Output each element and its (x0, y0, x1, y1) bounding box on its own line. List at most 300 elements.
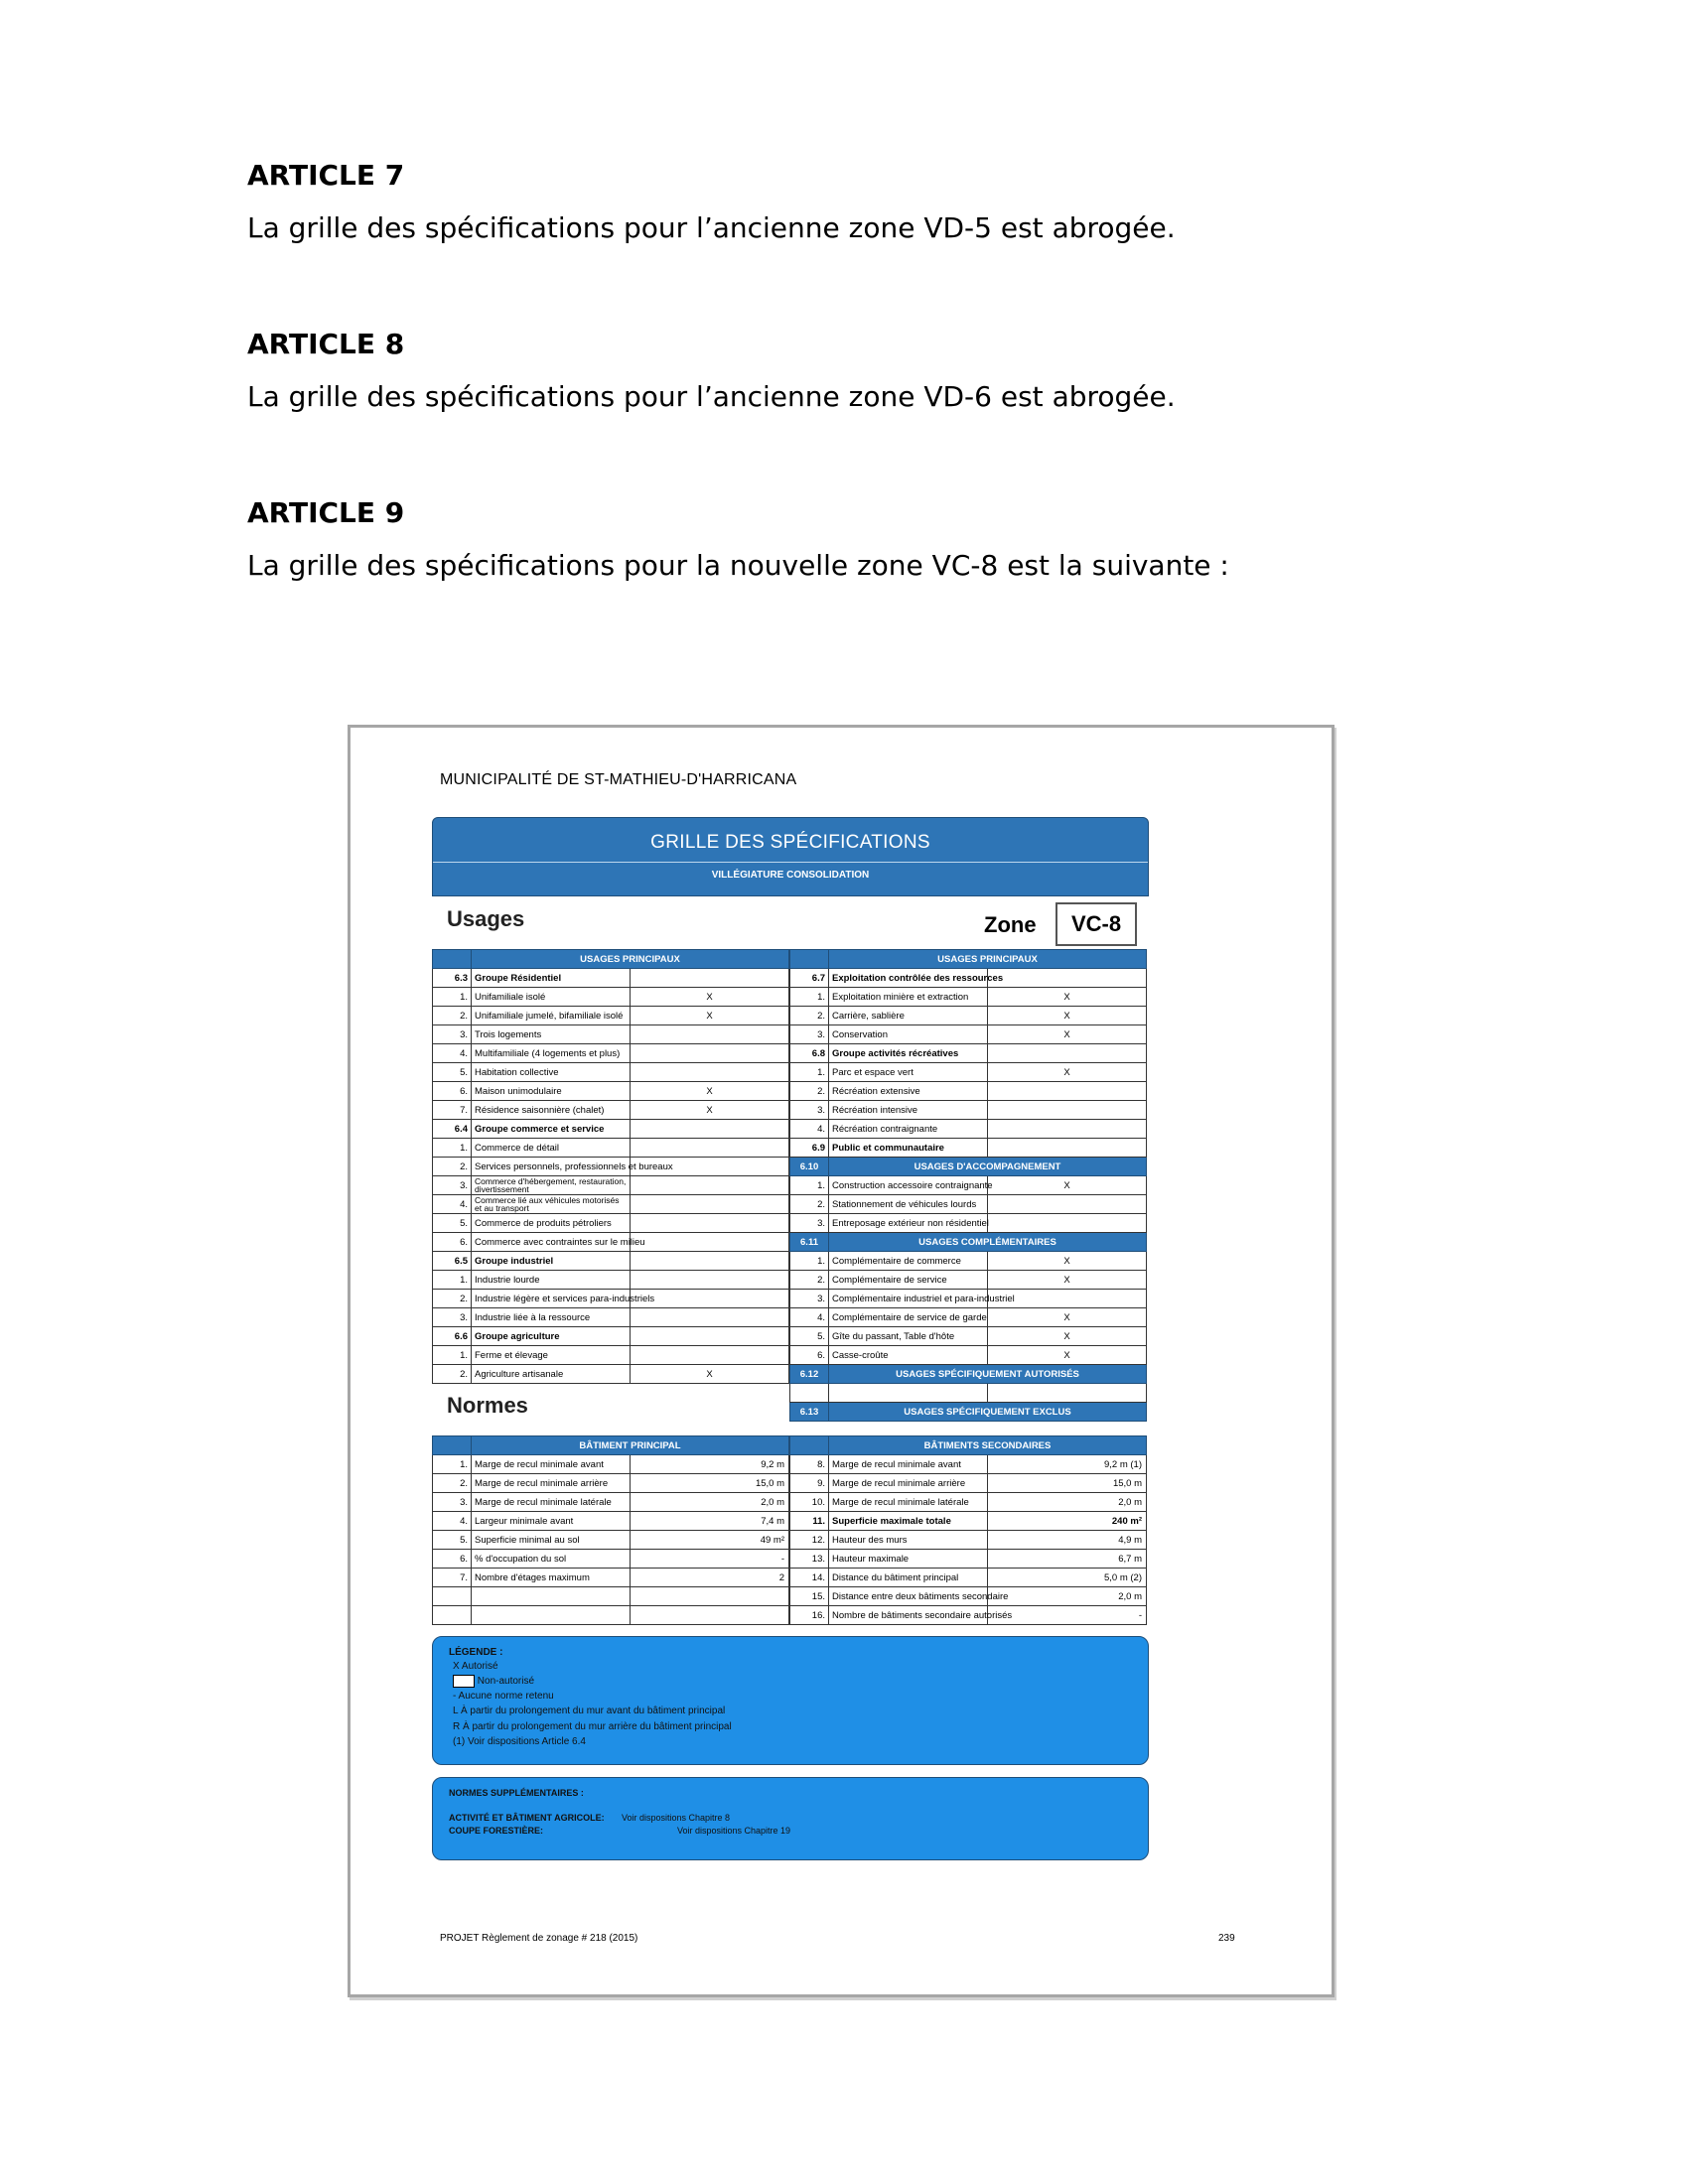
row-number: 1. (433, 1139, 472, 1158)
row-number: 6.6 (433, 1327, 472, 1346)
row-number: 1. (790, 1063, 829, 1082)
row-label: Complémentaire de service de garde (829, 1308, 988, 1327)
table-row (433, 1025, 789, 1044)
norm-value: 9,2 m (631, 1455, 789, 1474)
row-label: Entreposage extérieur non résidentiel (829, 1214, 988, 1233)
article-text: La grille des spécifications pour la nouvelle zone VC-8 est la suivante : (247, 549, 1229, 582)
row-number: 3. (790, 1214, 829, 1233)
municipality-name: MUNICIPALITÉ DE ST-MATHIEU-D'HARRICANA (440, 771, 797, 788)
row-number: 6. (433, 1082, 472, 1101)
row-label (472, 1606, 631, 1625)
row-label: Gîte du passant, Table d'hôte (829, 1327, 988, 1346)
table-row (433, 1101, 789, 1120)
table-row (790, 988, 1147, 1007)
table-row (433, 1195, 789, 1214)
row-label: Groupe industriel (472, 1252, 631, 1271)
row-label: Marge de recul minimale arrière (829, 1474, 988, 1493)
authorization-mark: X (988, 1007, 1147, 1025)
table-row (433, 1550, 789, 1569)
table-row (790, 969, 1147, 988)
section-header-row (790, 950, 1147, 969)
row-number: 3. (433, 1493, 472, 1512)
table-row (433, 1063, 789, 1082)
table-row (790, 1139, 1147, 1158)
authorization-mark: X (988, 1063, 1147, 1082)
supplementary-value: Voir dispositions Chapitre 19 (677, 1826, 791, 1836)
authorization-mark: X (631, 1365, 789, 1384)
row-label: Public et communautaire (829, 1139, 988, 1158)
row-number: 6.8 (790, 1044, 829, 1063)
row-label: Groupe activités récréatives (829, 1044, 988, 1063)
row-label: Multifamiliale (4 logements et plus) (472, 1044, 631, 1063)
row-label: Stationnement de véhicules lourds (829, 1195, 988, 1214)
row-number: 1. (790, 1176, 829, 1195)
row-number: 12. (790, 1531, 829, 1550)
authorization-mark: X (988, 1308, 1147, 1327)
row-number (790, 950, 829, 969)
authorization-mark (631, 1063, 789, 1082)
row-label: BÂTIMENTS SECONDAIRES (829, 1436, 1147, 1455)
section-header-row (433, 1436, 789, 1455)
article-heading: ARTICLE 8 (247, 328, 405, 360)
row-number: 3. (790, 1025, 829, 1044)
right-normes-table (789, 1435, 1147, 1625)
authorization-mark: X (988, 1025, 1147, 1044)
section-header-row (433, 950, 789, 969)
row-label: Commerce d'hébergement, restauration, divertissement (472, 1176, 631, 1195)
row-number: 6.7 (790, 969, 829, 988)
table-row (433, 1007, 789, 1025)
table-row (790, 1512, 1147, 1531)
norm-value: - (988, 1606, 1147, 1625)
supplementary-value: Voir dispositions Chapitre 8 (622, 1813, 731, 1823)
table-row (790, 1455, 1147, 1474)
authorization-mark (988, 1384, 1147, 1403)
norm-value: 6,7 m (988, 1550, 1147, 1569)
row-number: 2. (790, 1271, 829, 1290)
article-7 (247, 159, 1176, 244)
row-number: 4. (433, 1044, 472, 1063)
authorization-mark (988, 1214, 1147, 1233)
row-number: 7. (433, 1569, 472, 1587)
row-number: 15. (790, 1587, 829, 1606)
row-number: 3. (790, 1101, 829, 1120)
row-label: Parc et espace vert (829, 1063, 988, 1082)
row-number: 5. (433, 1063, 472, 1082)
row-number: 2. (433, 1007, 472, 1025)
row-label: Ferme et élevage (472, 1346, 631, 1365)
authorization-mark (988, 1120, 1147, 1139)
table-row (433, 1531, 789, 1550)
row-label: Superficie maximale totale (829, 1512, 988, 1531)
row-label: Résidence saisonnière (chalet) (472, 1101, 631, 1120)
row-number: 6.10 (790, 1158, 829, 1176)
grid-title: GRILLE DES SPÉCIFICATIONS (650, 832, 930, 853)
norm-value: 2,0 m (631, 1493, 789, 1512)
authorization-mark (631, 1308, 789, 1327)
norm-value: 2,0 m (988, 1587, 1147, 1606)
row-number: 4. (790, 1120, 829, 1139)
table-row (433, 1365, 789, 1384)
right-usages-table (789, 949, 1147, 1422)
row-label (472, 1587, 631, 1606)
row-label: Superficie minimal au sol (472, 1531, 631, 1550)
table-row (790, 1308, 1147, 1327)
row-label: Marge de recul minimale arrière (472, 1474, 631, 1493)
footer-text: PROJET Règlement de zonage # 218 (2015) (440, 1933, 638, 1944)
row-number: 2. (790, 1195, 829, 1214)
table-row (790, 1384, 1147, 1403)
row-label: Largeur minimale avant (472, 1512, 631, 1531)
row-number: 2. (433, 1158, 472, 1176)
row-number: 6.12 (790, 1365, 829, 1384)
table-row (790, 1587, 1147, 1606)
article-8 (247, 328, 1176, 413)
row-number: 5. (433, 1531, 472, 1550)
table-row (433, 1044, 789, 1063)
table-row (433, 1606, 789, 1625)
row-label: Nombre d'étages maximum (472, 1569, 631, 1587)
row-number: 5. (433, 1214, 472, 1233)
row-number: 1. (790, 988, 829, 1007)
authorization-mark: X (631, 1101, 789, 1120)
authorization-mark (631, 1195, 789, 1214)
section-header-row (790, 1233, 1147, 1252)
zone-label: Zone (984, 912, 1037, 937)
row-label: Conservation (829, 1025, 988, 1044)
table-row (790, 1550, 1147, 1569)
row-number (433, 1606, 472, 1625)
article-heading: ARTICLE 9 (247, 496, 405, 529)
table-row (433, 1587, 789, 1606)
table-row (433, 1139, 789, 1158)
row-label: USAGES PRINCIPAUX (472, 950, 789, 969)
row-label: Récréation extensive (829, 1082, 988, 1101)
norm-value (631, 1606, 789, 1625)
row-number: 3. (790, 1290, 829, 1308)
authorization-mark (631, 1139, 789, 1158)
table-row (790, 1082, 1147, 1101)
norm-value: 5,0 m (2) (988, 1569, 1147, 1587)
supplementary-label: ACTIVITÉ ET BÂTIMENT AGRICOLE: (449, 1813, 605, 1823)
row-number: 2. (433, 1365, 472, 1384)
norm-value: - (631, 1550, 789, 1569)
row-number (433, 1587, 472, 1606)
supplementary-norms-box (432, 1777, 1149, 1860)
authorization-mark (631, 1233, 789, 1252)
authorization-mark: X (631, 1007, 789, 1025)
authorization-mark (988, 1101, 1147, 1120)
row-number: 3. (433, 1176, 472, 1195)
row-number: 6.3 (433, 969, 472, 988)
authorization-mark (988, 1082, 1147, 1101)
row-label: Casse-croûte (829, 1346, 988, 1365)
row-number: 6. (433, 1233, 472, 1252)
authorization-mark (631, 1214, 789, 1233)
row-number: 2. (433, 1290, 472, 1308)
row-label: Commerce de produits pétroliers (472, 1214, 631, 1233)
table-row (790, 1474, 1147, 1493)
grid-subtitle: VILLÉGIATURE CONSOLIDATION (711, 870, 870, 881)
legend-item: - Aucune norme retenu (453, 1691, 554, 1702)
page-number: 239 (1218, 1933, 1235, 1944)
table-row (790, 1327, 1147, 1346)
table-row (433, 1474, 789, 1493)
table-row (790, 1606, 1147, 1625)
zone-value: VC-8 (1055, 902, 1137, 946)
authorization-mark (631, 1025, 789, 1044)
table-row (790, 1176, 1147, 1195)
row-number: 6. (790, 1346, 829, 1365)
article-9 (247, 496, 1229, 582)
row-label: Unifamiliale isolé (472, 988, 631, 1007)
table-row (433, 1120, 789, 1139)
authorization-mark (988, 1044, 1147, 1063)
table-row (790, 1346, 1147, 1365)
legend-item: R À partir du prolongement du mur arrière du bâtiment principal (453, 1721, 732, 1732)
authorization-mark: X (988, 1271, 1147, 1290)
table-row (790, 1290, 1147, 1308)
table-row (790, 1271, 1147, 1290)
table-row (433, 1346, 789, 1365)
row-number (433, 1436, 472, 1455)
row-label: USAGES SPÉCIFIQUEMENT AUTORISÉS (829, 1365, 1147, 1384)
section-header-row (790, 1436, 1147, 1455)
row-number: 6.4 (433, 1120, 472, 1139)
row-label: Marge de recul minimale latérale (829, 1493, 988, 1512)
row-label: Exploitation minière et extraction (829, 988, 988, 1007)
legend-item: (1) Voir dispositions Article 6.4 (453, 1736, 586, 1747)
row-label: Agriculture artisanale (472, 1365, 631, 1384)
table-row (790, 1569, 1147, 1587)
row-number: 3. (433, 1308, 472, 1327)
authorization-mark (631, 969, 789, 988)
authorization-mark (631, 1346, 789, 1365)
norm-value: 15,0 m (988, 1474, 1147, 1493)
norm-value: 7,4 m (631, 1512, 789, 1531)
row-label: Carrière, sablière (829, 1007, 988, 1025)
legend-item: Non-autorisé (453, 1675, 534, 1688)
row-label: Services personnels, professionnels et bureaux (472, 1158, 631, 1176)
table-row (790, 1531, 1147, 1550)
row-label: Récréation intensive (829, 1101, 988, 1120)
row-label: Complémentaire industriel et para-industriel (829, 1290, 988, 1308)
row-number: 1. (433, 1271, 472, 1290)
row-label: USAGES PRINCIPAUX (829, 950, 1147, 969)
table-row (433, 1082, 789, 1101)
row-number (433, 950, 472, 969)
legend-item: L À partir du prolongement du mur avant du bâtiment principal (453, 1706, 726, 1716)
norm-value: 2 (631, 1569, 789, 1587)
usages-label: Usages (447, 906, 525, 931)
table-row (433, 1569, 789, 1587)
table-row (433, 1327, 789, 1346)
row-label: Groupe Résidentiel (472, 969, 631, 988)
row-number: 6.13 (790, 1403, 829, 1422)
row-number: 4. (790, 1308, 829, 1327)
norm-value: 9,2 m (1) (988, 1455, 1147, 1474)
row-label: Commerce lié aux véhicules motorisés et au transport (472, 1195, 631, 1214)
authorization-mark: X (988, 1327, 1147, 1346)
row-number: 3. (433, 1025, 472, 1044)
row-label: Groupe agriculture (472, 1327, 631, 1346)
row-number: 6.5 (433, 1252, 472, 1271)
norm-value: 4,9 m (988, 1531, 1147, 1550)
row-number: 9. (790, 1474, 829, 1493)
table-row (433, 988, 789, 1007)
authorization-mark (988, 1195, 1147, 1214)
row-number: 10. (790, 1493, 829, 1512)
table-row (433, 1455, 789, 1474)
authorization-mark (631, 1327, 789, 1346)
table-row (790, 1120, 1147, 1139)
table-row (433, 1252, 789, 1271)
row-number: 1. (433, 1346, 472, 1365)
row-number: 16. (790, 1606, 829, 1625)
authorization-mark: X (988, 1252, 1147, 1271)
table-row (790, 1101, 1147, 1120)
row-number: 14. (790, 1569, 829, 1587)
row-number: 2. (433, 1474, 472, 1493)
row-number: 1. (790, 1252, 829, 1271)
row-label: Groupe commerce et service (472, 1120, 631, 1139)
table-row (790, 1044, 1147, 1063)
row-number: 4. (433, 1195, 472, 1214)
row-label: USAGES COMPLÉMENTAIRES (829, 1233, 1147, 1252)
row-number: 2. (790, 1007, 829, 1025)
specification-grid-image (348, 725, 1335, 1997)
row-number: 1. (433, 1455, 472, 1474)
legend-title: LÉGENDE : (449, 1647, 503, 1658)
table-row (433, 1176, 789, 1195)
article-text: La grille des spécifications pour l’ancienne zone VD-6 est abrogée. (247, 380, 1176, 413)
legend-swatch (453, 1675, 475, 1688)
legend-item: X Autorisé (453, 1661, 498, 1672)
row-number: 7. (433, 1101, 472, 1120)
article-text: La grille des spécifications pour l’ancienne zone VD-5 est abrogée. (247, 211, 1176, 244)
row-number (790, 1436, 829, 1455)
table-row (433, 1214, 789, 1233)
table-row (433, 1290, 789, 1308)
authorization-mark (631, 1044, 789, 1063)
row-label: Industrie liée à la ressource (472, 1308, 631, 1327)
article-heading: ARTICLE 7 (247, 159, 405, 192)
row-label: Trois logements (472, 1025, 631, 1044)
row-label: Maison unimodulaire (472, 1082, 631, 1101)
table-row (790, 1063, 1147, 1082)
row-label: Complémentaire de service (829, 1271, 988, 1290)
row-label: Hauteur maximale (829, 1550, 988, 1569)
norm-value: 49 m² (631, 1531, 789, 1550)
section-header-row (790, 1365, 1147, 1384)
authorization-mark (631, 1271, 789, 1290)
row-number: 2. (790, 1082, 829, 1101)
authorization-mark: X (988, 1346, 1147, 1365)
row-label: Exploitation contrôlée des ressources (829, 969, 988, 988)
row-number: 4. (433, 1512, 472, 1531)
row-number: 13. (790, 1550, 829, 1569)
row-label: Marge de recul minimale avant (472, 1455, 631, 1474)
table-row (790, 1252, 1147, 1271)
row-label: Hauteur des murs (829, 1531, 988, 1550)
left-usages-table (432, 949, 789, 1384)
row-label: USAGES SPÉCIFIQUEMENT EXCLUS (829, 1403, 1147, 1422)
row-label: Construction accessoire contraignante (829, 1176, 988, 1195)
authorization-mark: X (631, 1082, 789, 1101)
row-label: Distance du bâtiment principal (829, 1569, 988, 1587)
authorization-mark: X (988, 988, 1147, 1007)
row-label: Distance entre deux bâtiments secondaire (829, 1587, 988, 1606)
norm-value: 2,0 m (988, 1493, 1147, 1512)
table-row (433, 969, 789, 988)
row-label: BÂTIMENT PRINCIPAL (472, 1436, 789, 1455)
grid-title-bar (432, 817, 1149, 896)
authorization-mark (988, 969, 1147, 988)
normes-label: Normes (447, 1393, 528, 1418)
row-number: 5. (790, 1327, 829, 1346)
table-row (433, 1512, 789, 1531)
row-number: 6.9 (790, 1139, 829, 1158)
left-normes-table (432, 1435, 789, 1625)
authorization-mark (631, 1176, 789, 1195)
row-label: Récréation contraignante (829, 1120, 988, 1139)
authorization-mark (988, 1139, 1147, 1158)
table-row (790, 1025, 1147, 1044)
norm-value (631, 1587, 789, 1606)
row-label: USAGES D'ACCOMPAGNEMENT (829, 1158, 1147, 1176)
supplementary-title: NORMES SUPPLÉMENTAIRES : (449, 1788, 584, 1798)
table-row (790, 1007, 1147, 1025)
section-header-row (790, 1403, 1147, 1422)
norm-value: 240 m² (988, 1512, 1147, 1531)
row-label: Complémentaire de commerce (829, 1252, 988, 1271)
table-row (790, 1195, 1147, 1214)
authorization-mark: X (631, 988, 789, 1007)
row-label: Unifamiliale jumelé, bifamiliale isolé (472, 1007, 631, 1025)
section-header-row (790, 1158, 1147, 1176)
row-number: 6.11 (790, 1233, 829, 1252)
table-row (433, 1308, 789, 1327)
norm-value: 15,0 m (631, 1474, 789, 1493)
row-label: Marge de recul minimale latérale (472, 1493, 631, 1512)
supplementary-label: COUPE FORESTIÈRE: (449, 1826, 544, 1836)
row-number: 11. (790, 1512, 829, 1531)
table-row (790, 1493, 1147, 1512)
row-label: Habitation collective (472, 1063, 631, 1082)
table-row (433, 1493, 789, 1512)
row-number: 6. (433, 1550, 472, 1569)
table-row (433, 1271, 789, 1290)
row-label: Nombre de bâtiments secondaire autorisés (829, 1606, 988, 1625)
row-number (790, 1384, 829, 1403)
table-row (790, 1214, 1147, 1233)
row-number: 1. (433, 988, 472, 1007)
row-label: % d'occupation du sol (472, 1550, 631, 1569)
row-label: Industrie légère et services para-industriels (472, 1290, 631, 1308)
row-label: Industrie lourde (472, 1271, 631, 1290)
authorization-mark (631, 1252, 789, 1271)
table-row (433, 1158, 789, 1176)
row-label: Commerce de détail (472, 1139, 631, 1158)
row-number: 8. (790, 1455, 829, 1474)
row-label (829, 1384, 988, 1403)
row-label: Commerce avec contraintes sur le milieu (472, 1233, 631, 1252)
authorization-mark: X (988, 1176, 1147, 1195)
legend-box (432, 1636, 1149, 1765)
authorization-mark (631, 1120, 789, 1139)
table-row (433, 1233, 789, 1252)
row-label: Marge de recul minimale avant (829, 1455, 988, 1474)
